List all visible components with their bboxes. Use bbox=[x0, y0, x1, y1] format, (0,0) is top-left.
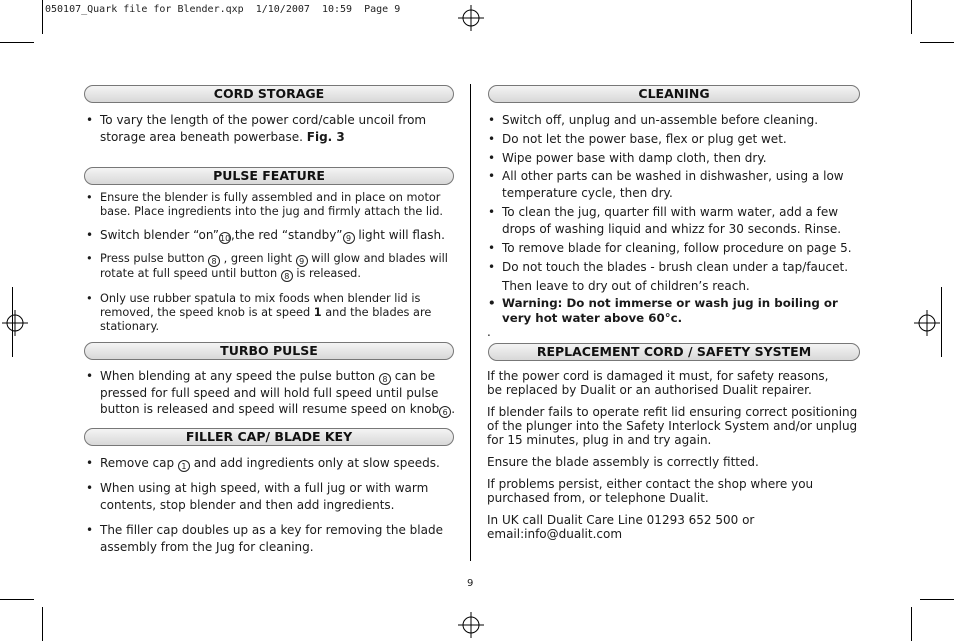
warning-item bbox=[488, 296, 852, 326]
section-heading-pulse-feature: PULSE FEATURE bbox=[84, 167, 454, 185]
item-text: Remove cap bbox=[100, 456, 178, 470]
crop-mark bbox=[42, 0, 43, 34]
item-text: To remove blade for cleaning, follow procedure on page 5. bbox=[502, 241, 852, 255]
callout-number-icon: 8 bbox=[281, 270, 293, 282]
list-item bbox=[86, 227, 468, 244]
speed-value: 1 bbox=[313, 306, 322, 319]
list-item bbox=[86, 368, 466, 418]
callout-number-icon: 6 bbox=[439, 406, 451, 418]
callout-number-icon: 8 bbox=[379, 373, 391, 385]
list-item bbox=[86, 191, 460, 219]
print-slug: 050107_Quark file for Blender.qxp 1/10/2007 10:59 Page 9 bbox=[45, 4, 401, 15]
item-text: is released. bbox=[292, 267, 361, 280]
list-item bbox=[488, 168, 862, 202]
paragraph: If the power cord is damaged it must, for safety reasons, be replaced by Dualit or an authorised Dualit repairer. bbox=[487, 369, 829, 397]
bullet: • bbox=[488, 205, 496, 219]
item-text: Switch blender “on” bbox=[100, 228, 220, 242]
item-text: and add ingredients only at slow speeds. bbox=[189, 456, 440, 470]
column-divider bbox=[470, 84, 471, 561]
figure-reference: Fig. 3 bbox=[306, 129, 345, 144]
item-text: All other parts can be washed in dishwasher, using a low temperature cycle, then dry. bbox=[502, 169, 844, 200]
item-text: Switch off, unplug and un-assemble before cleaning. bbox=[502, 113, 819, 127]
page-number: 9 bbox=[467, 578, 474, 589]
list-item bbox=[86, 292, 450, 334]
paragraph: In UK call Dualit Care Line 01293 652 500 or email:info@dualit.com bbox=[487, 513, 755, 541]
crop-mark bbox=[0, 42, 34, 43]
item-text: Do not touch the blades - brush clean under a tap/faucet. Then leave to dry out of children’s reach. bbox=[502, 260, 849, 293]
crop-mark bbox=[920, 599, 954, 600]
bullet: • bbox=[488, 132, 496, 146]
item-text: ,the red “standby” bbox=[231, 228, 343, 242]
bullet: • bbox=[86, 252, 93, 265]
item-text: Ensure the blender is fully assembled and in place on motor base. Place ingredients into the jug and firmly attach the lid. bbox=[100, 191, 443, 218]
item-text: can be pressed for full speed and will hold full speed until pulse button is released and speed will resume speed on knob bbox=[100, 369, 440, 416]
warning-text: Warning: Do not immerse or wash jug in boiling or very hot water above 60°c. bbox=[502, 296, 838, 325]
item-text: light will flash. bbox=[354, 228, 445, 242]
item-text: The filler cap doubles up as a key for removing the blade assembly from the Jug for cleaning. bbox=[100, 523, 443, 554]
crop-mark bbox=[42, 607, 43, 641]
list-item bbox=[86, 112, 460, 145]
item-text: Do not let the power base, flex or plug get wet. bbox=[502, 132, 787, 146]
paragraph: Ensure the blade assembly is correctly fitted. bbox=[487, 455, 759, 469]
list-item bbox=[488, 204, 862, 238]
section-heading-replacement-cord: REPLACEMENT CORD / SAFETY SYSTEM bbox=[488, 343, 860, 361]
bullet: • bbox=[86, 228, 94, 242]
bullet: • bbox=[86, 369, 94, 383]
item-text: To vary the length of the power cord/cable uncoil from storage area beneath powerbase. bbox=[100, 113, 427, 144]
item-text: will glow and blades will rotate at full speed until button bbox=[100, 252, 448, 280]
list-item bbox=[86, 252, 460, 282]
bullet: • bbox=[488, 113, 496, 127]
callout-number-icon: 10 bbox=[220, 234, 231, 243]
item-text: Press pulse button bbox=[100, 252, 209, 265]
section-heading-turbo-pulse: TURBO PULSE bbox=[84, 342, 454, 360]
list-item bbox=[488, 258, 872, 296]
stray-dot: . bbox=[487, 325, 491, 339]
section-heading-cleaning: CLEANING bbox=[488, 85, 860, 103]
crop-mark bbox=[941, 287, 942, 357]
item-text: To clean the jug, quarter fill with warm water, add a few drops of washing liquid and whizz for 30 seconds. Rinse. bbox=[502, 205, 842, 236]
bullet: • bbox=[86, 113, 94, 127]
item-text: , green light bbox=[220, 252, 296, 265]
crop-mark bbox=[911, 607, 912, 641]
callout-number-icon: 8 bbox=[208, 255, 220, 267]
paragraph: If blender fails to operate refit lid ensuring correct positioning of the plunger into the Safety Interlock System and/or unplug for 15 minutes, plug in and try again. bbox=[487, 405, 858, 447]
section-heading-filler-cap: FILLER CAP/ BLADE KEY bbox=[84, 428, 454, 446]
bullet: • bbox=[488, 241, 496, 255]
crop-mark bbox=[911, 0, 912, 34]
list-item bbox=[86, 480, 452, 513]
item-text: Wipe power base with damp cloth, then dry. bbox=[502, 151, 767, 165]
paragraph: If problems persist, either contact the shop where you purchased from, or telephone Dualit. bbox=[487, 477, 814, 505]
list-item bbox=[488, 240, 876, 257]
crop-mark bbox=[920, 42, 954, 43]
item-text: and the blades are stationary. bbox=[100, 306, 432, 333]
list-item bbox=[488, 150, 872, 167]
item-text: When blending at any speed the pulse button bbox=[100, 369, 379, 383]
bullet: • bbox=[86, 191, 93, 204]
item-text: . bbox=[451, 402, 456, 416]
registration-mark-icon bbox=[458, 5, 484, 31]
item-text: When using at high speed, with a full jug or with warm contents, stop blender and then add ingredients. bbox=[100, 481, 429, 512]
bullet: • bbox=[86, 481, 94, 495]
bullet: • bbox=[488, 169, 496, 183]
list-item bbox=[488, 112, 872, 129]
bullet: • bbox=[86, 523, 94, 537]
bullet: • bbox=[86, 456, 94, 470]
list-item bbox=[86, 522, 452, 555]
callout-number-icon: 1 bbox=[178, 460, 190, 472]
section-heading-cord-storage: CORD STORAGE bbox=[84, 85, 454, 103]
registration-mark-icon bbox=[2, 310, 28, 336]
registration-mark-icon bbox=[458, 612, 484, 638]
bullet: • bbox=[488, 151, 496, 165]
list-item bbox=[86, 455, 466, 472]
bullet: • bbox=[86, 292, 93, 305]
crop-mark bbox=[0, 599, 34, 600]
registration-mark-icon bbox=[914, 310, 940, 336]
callout-number-icon: 9 bbox=[296, 255, 308, 267]
item-text: Only use rubber spatula to mix foods when blender lid is removed, the speed knob is at speed bbox=[100, 292, 421, 319]
crop-mark bbox=[12, 287, 13, 357]
bullet: • bbox=[488, 260, 496, 274]
bullet: • bbox=[488, 296, 496, 310]
callout-number-icon: 9 bbox=[343, 232, 355, 244]
list-item bbox=[488, 131, 872, 148]
